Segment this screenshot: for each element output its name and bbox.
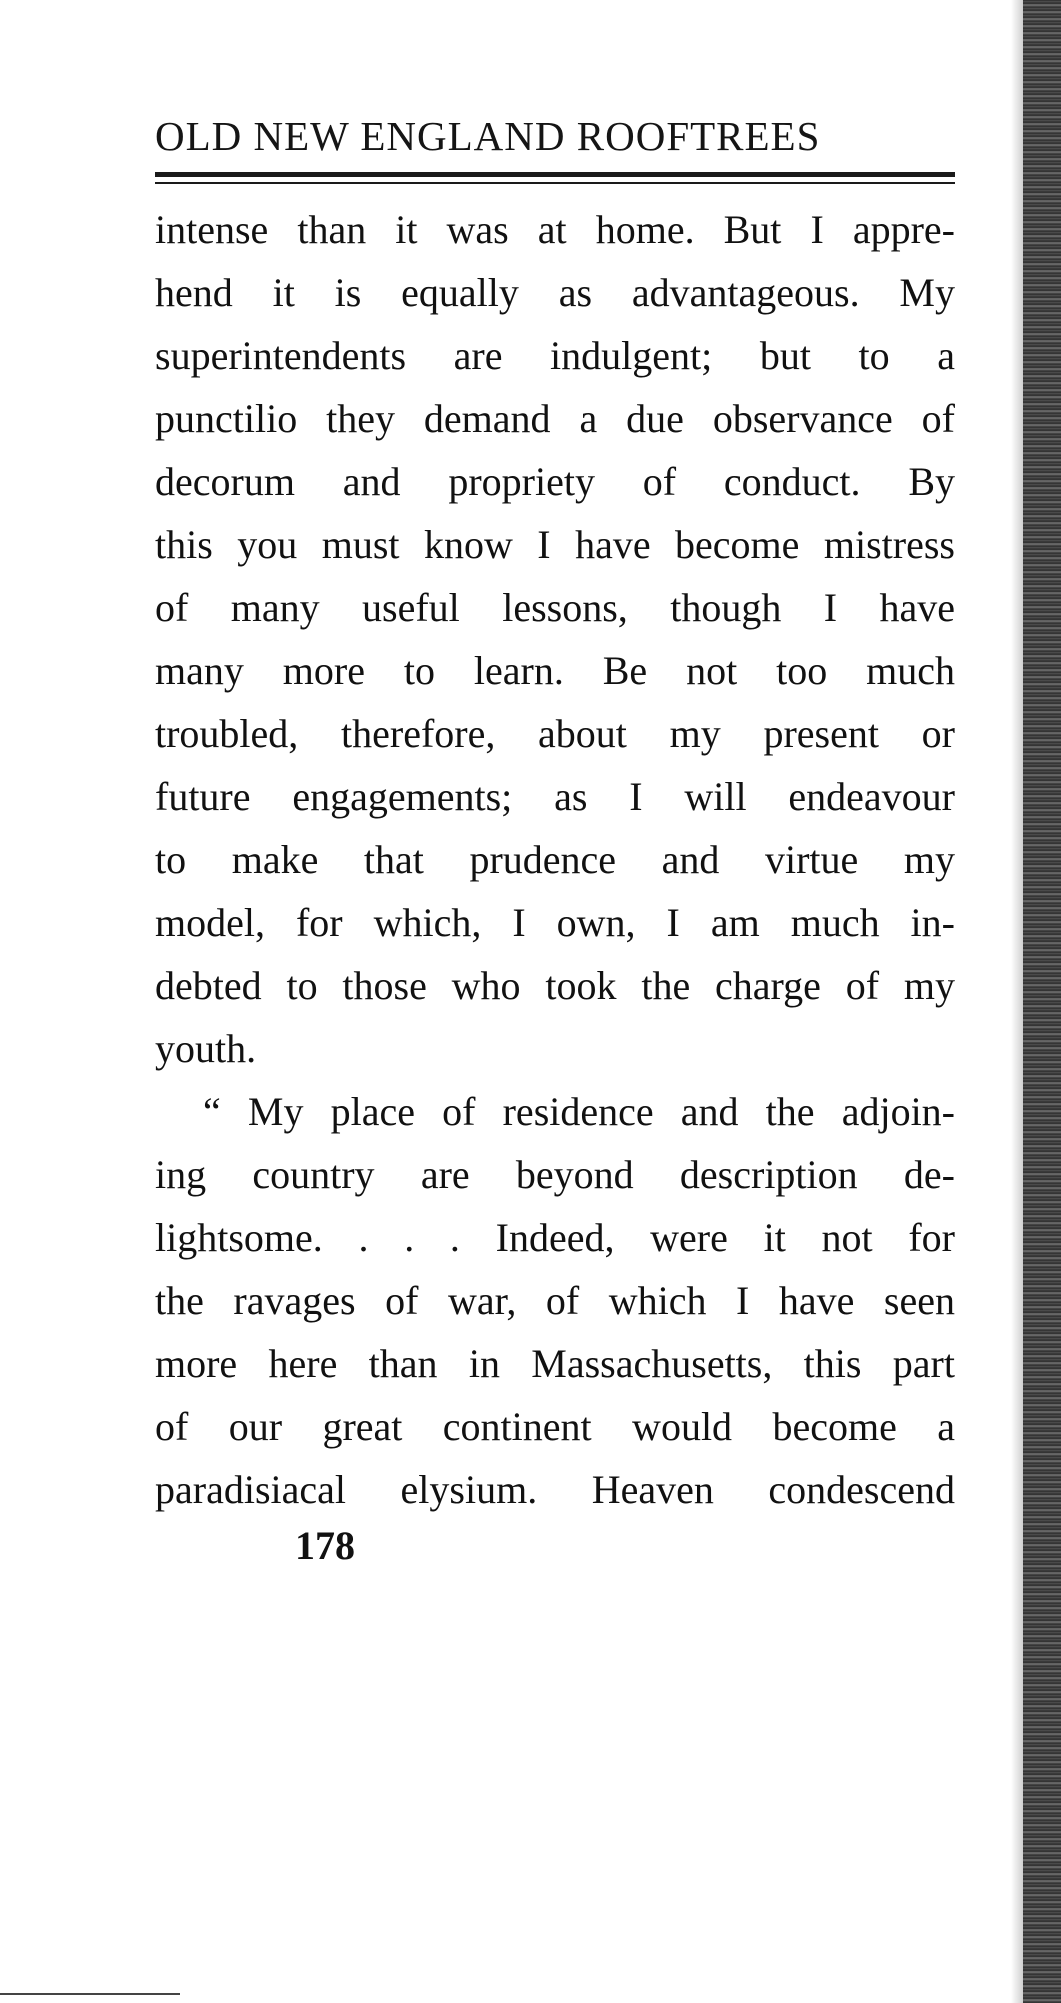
text-line: hend it is equally as advantageous. My [155,270,955,315]
text-line: of many useful lessons, though I have [155,585,955,630]
text-line: many more to learn. Be not too much [155,648,955,693]
running-header: OLD NEW ENGLAND ROOFTREES [155,113,821,159]
paragraph-end-line: youth. [155,1026,257,1071]
text-line: ing country are beyond description de- [155,1152,955,1197]
text-line: troubled, therefore, about my present or [155,711,955,756]
body-text [155,198,955,1521]
text-line: to make that prudence and virtue my [155,837,955,882]
text-line: model, for which, I own, I am much in- [155,900,955,945]
text-line: debted to those who took the charge of my [155,963,955,1008]
header-rule-thin [155,182,955,184]
text-line: more here than in Massachusetts, this part [155,1341,955,1386]
header-rule-thick [155,172,955,177]
text-line: punctilio they demand a due observance of [155,396,955,441]
paragraph-start-line: “ My place of residence and the adjoin- [203,1089,955,1134]
text-line: of our great continent would become a [155,1404,955,1449]
text-line: future engagements; as I will endeavour [155,774,955,819]
text-line: the ravages of war, of which I have seen [155,1278,955,1323]
text-line: paradisiacal elysium. Heaven condescend [155,1467,955,1512]
text-line: superintendents are indulgent; but to a [155,333,955,378]
text-line: lightsome. . . . Indeed, were it not for [155,1215,955,1260]
text-line: intense than it was at home. But I appre- [155,207,955,252]
text-line: decorum and propriety of conduct. By [155,459,955,504]
page-edge-shadow [1011,0,1023,2003]
text-line: this you must know I have become mistress [155,522,955,567]
page-number: 178 [295,1523,355,1568]
bottom-scan-line [0,1993,180,1995]
page-edge-scan [1023,0,1061,2003]
